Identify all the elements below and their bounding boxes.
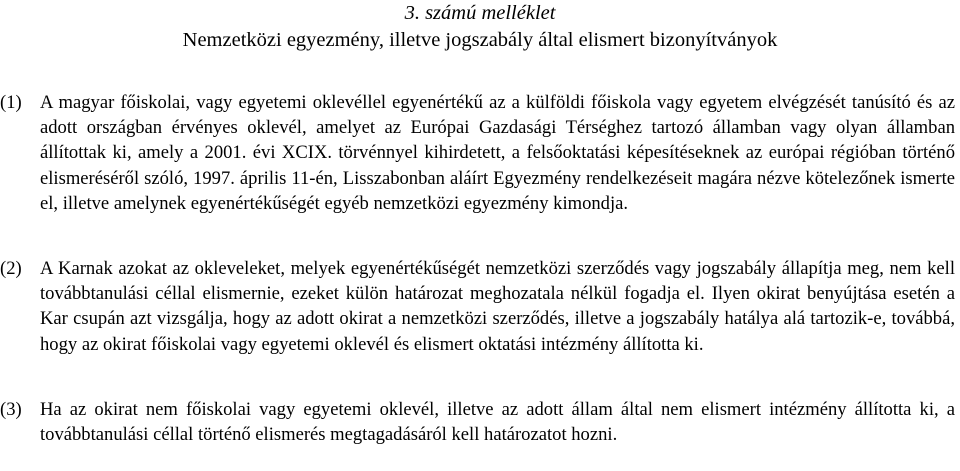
paragraph-3: [0, 397, 955, 447]
annex-title: Nemzetközi egyezmény, illetve jogszabály által elismert bizonyítványok: [182, 29, 778, 51]
paragraph-number: (2): [0, 258, 22, 279]
paragraph-text: Ha az okirat nem főiskolai vagy egyetemi oklevél, illetve az adott állam által nem elismert intézmény állította ki, a továbbtanulási céllal történő elismerés megtagadásáról kell határozatot hozni.: [40, 399, 955, 446]
paragraph-text: A magyar főiskolai, vagy egyetemi oklevéllel egyenértékű az a külföldi főiskola vagy egyetem elvégzését tanúsító és az adott országban érvényes oklevél, amelyet az Európai Gazdasági Térséghez tartozó államban vagy olyan államban állítottak ki, amely a 2001. évi XCIX. törvénnyel kihirdetett, a felsőoktatási képesítéseknek az európai régióban történő elismeréséről szóló, 1997. április 11-én, Lisszabonban aláírt Egyezmény rendelkezéseit magára nézve kötelezőnek ismerte el, illetve amelynek egyenértékűségét egyéb nemzetközi egyezmény kimondja.: [40, 92, 955, 214]
annex-label: 3. számú melléklet: [404, 2, 556, 24]
paragraph-number: (3): [0, 399, 22, 420]
paragraph-2: [0, 256, 955, 357]
paragraph-text: A Karnak azokat az okleveleket, melyek egyenértékűségét nemzetközi szerződés vagy jogszabály állapítja meg, nem kell továbbtanulási céllal elismernie, ezeket külön határozat meghozatala nélkül fogadja el. Ilyen okirat benyújtása esetén a Kar csupán azt vizsgálja, hogy az adott okirat a nemzetközi szerződés, illetve a jogszabály hatálya alá tartozik-e, továbbá, hogy az okirat főiskolai vagy egyetemi oklevél és elismert oktatási intézmény állította ki.: [40, 258, 955, 355]
paragraph-1: [0, 90, 955, 216]
paragraph-number: (1): [0, 92, 22, 113]
